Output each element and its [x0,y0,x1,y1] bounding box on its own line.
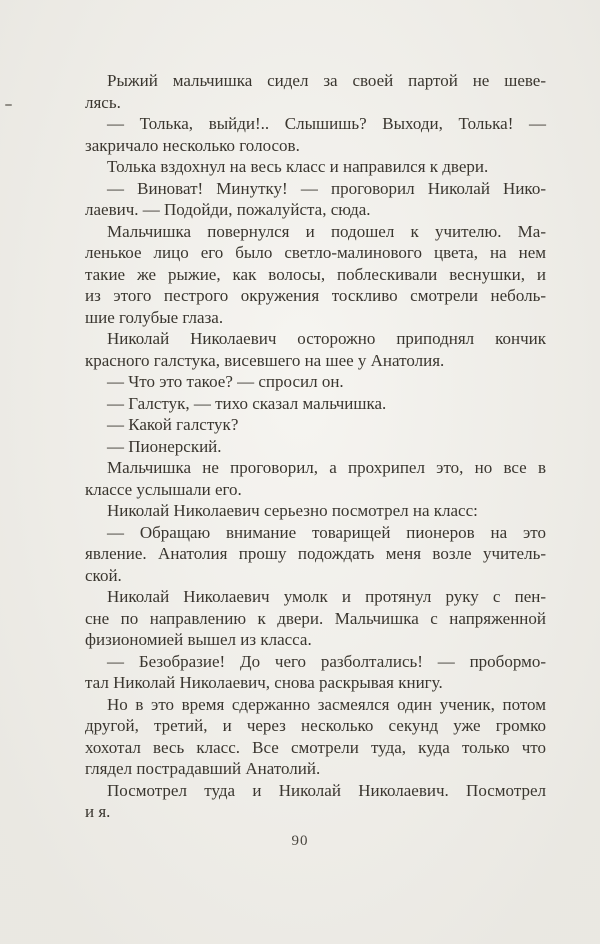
text-line: — Толька, выйди!.. Слышишь? Выходи, Толька! — [107,114,546,133]
text-line: глядел пострадавший Анатолий. [85,759,321,778]
text-line: из этого пестрого окружения тоскливо смотрели неболь- [85,286,546,305]
text-line: красного галстука, висевшего на шее у Анатолия. [85,350,445,370]
text-line: лясь. [85,92,121,112]
text-line: явление. Анатолия прошу подождать меня возле учитель- [85,544,546,563]
text-line: — Виноват! Минутку! — проговорил Николай Нико- [107,178,546,198]
scan-artifact [5,104,12,106]
text-line: закричало несколько голосов. [85,135,300,155]
text-line: лаевич. — Подойди, пожалуйста, сюда. [85,200,371,219]
text-line: хохотал весь класс. Все смотрели туда, куда только что [85,737,546,757]
text-line: физиономией вышел из класса. [85,630,312,649]
text-line: — Что это такое? — спросил он. [107,372,344,391]
text-line: Рыжий мальчишка сидел за своей партой не шеве- [107,71,546,90]
text-line: другой, третий, и через несколько секунд уже громко [85,716,546,735]
text-line: такие же рыжие, как волосы, поблескивали веснушки, и [85,264,546,284]
text-line: Толька вздохнул на весь класс и направился к двери. [107,157,489,176]
text-line: и я. [85,802,111,821]
text-line: тал Николай Николаевич, снова раскрывая книгу. [85,673,443,692]
text-line: Но в это время сдержанно засмеялся один ученик, потом [107,694,546,714]
text-line: ской. [85,565,122,585]
text-line: Николай Николаевич осторожно приподнял кончик [107,329,546,348]
text-line: Николай Николаевич умолк и протянул руку с пен- [107,587,546,606]
text-line: классе услышали его. [85,479,242,499]
text-line: — Обращаю внимание товарищей пионеров на это [107,522,546,542]
text-line: — Безобразие! До чего разболтались! — пробормо- [107,651,546,671]
text-block [85,70,546,823]
text-line: ленькое лицо его было светло-малинового цвета, на нем [85,243,546,262]
text-line: Мальчишка не проговорил, а прохрипел это, но все в [107,458,546,477]
page-number: 90 [291,833,309,849]
text-line: Посмотрел туда и Николай Николаевич. Посмотрел [107,780,546,800]
text-line: Николай Николаевич серьезно посмотрел на класс: [107,501,478,520]
text-line: Мальчишка повернулся и подошел к учителю. Ма- [107,221,546,241]
text-line: шие голубые глаза. [85,307,224,327]
text-line: — Какой галстук? [107,415,239,434]
text-line: — Галстук, — тихо сказал мальчишка. [107,393,387,413]
text-line: — Пионерский. [107,436,222,456]
text-line: сне по направлению к двери. Мальчишка с напряженной [85,608,546,628]
